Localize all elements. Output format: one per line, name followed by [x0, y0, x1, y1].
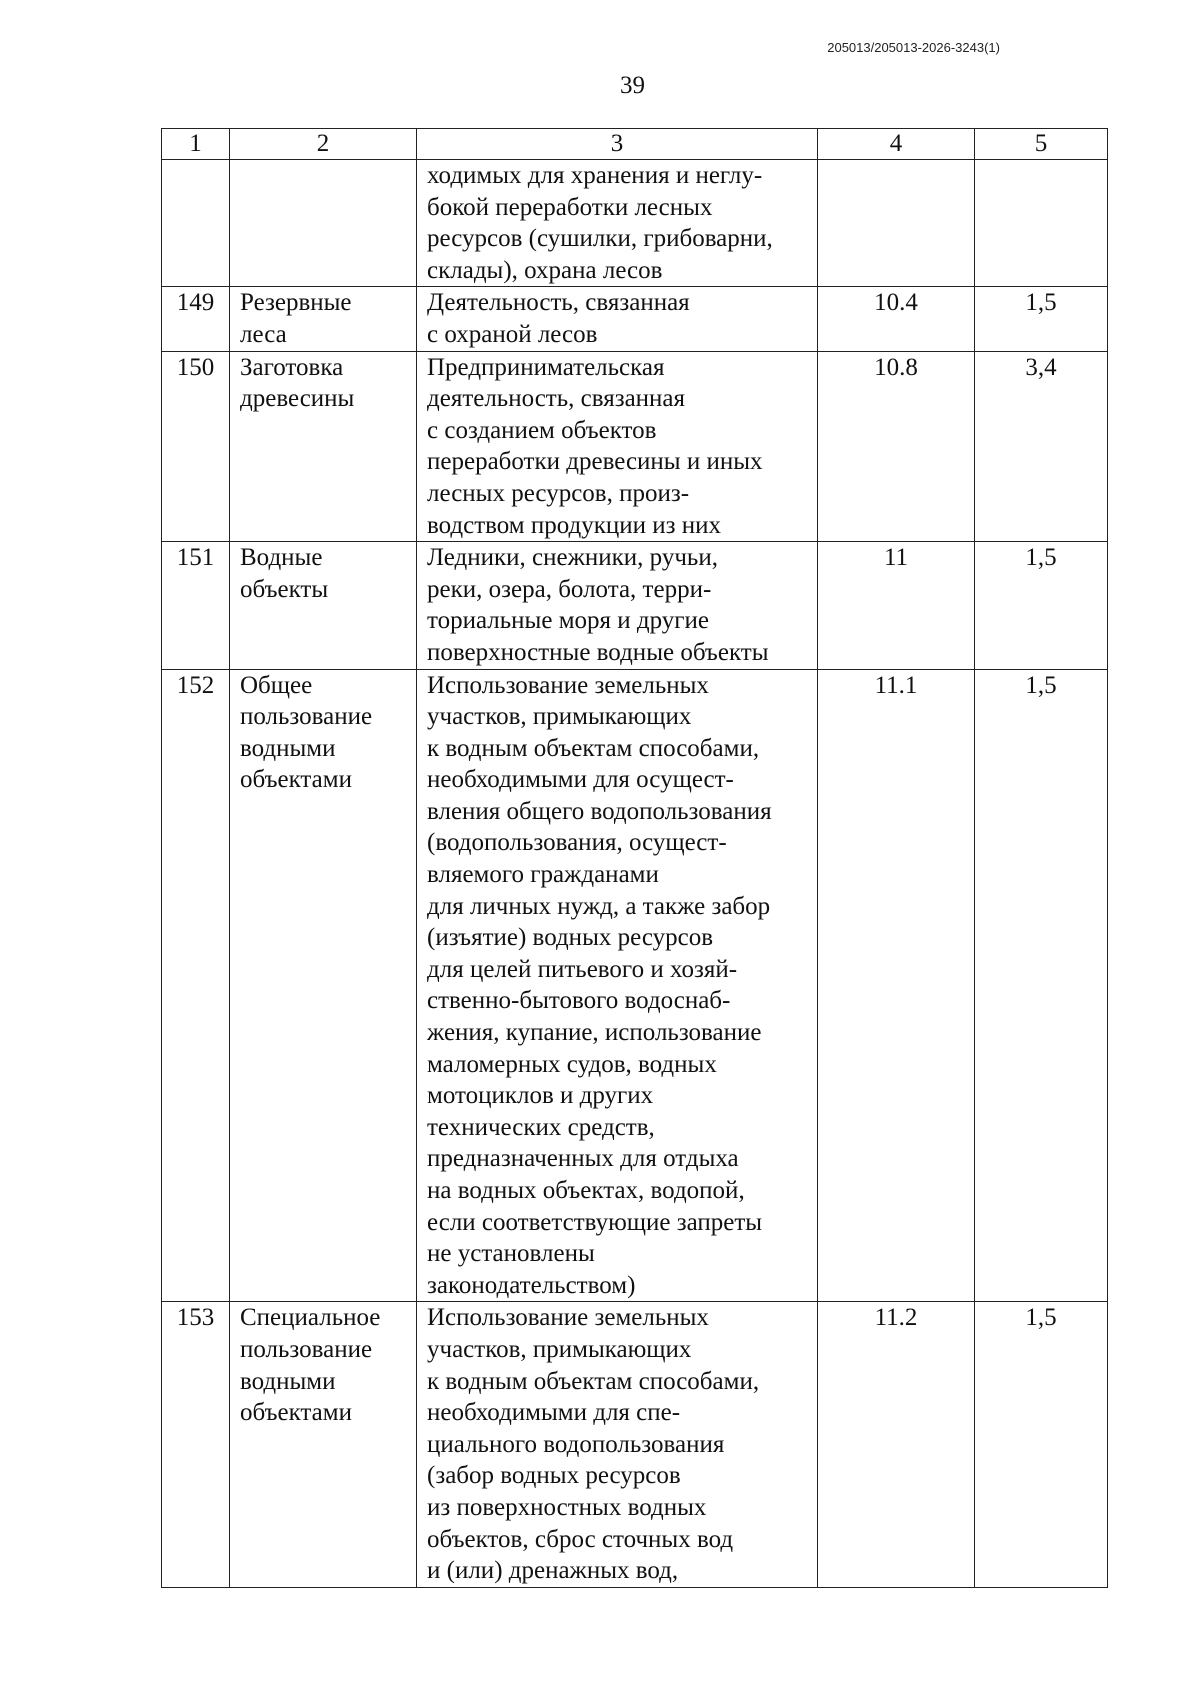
- use-description-cell-line: лесных ресурсов, произ-: [427, 479, 690, 507]
- use-description-cell-line: водством продукции из них: [427, 511, 722, 539]
- use-description-cell-line: (забор водных ресурсов: [427, 1462, 681, 1490]
- use-description-cell-line: Использование земельных: [427, 1304, 709, 1332]
- classifier-code-cell: 10.8: [818, 351, 975, 542]
- use-type-name-cell-line: Специальное: [240, 1304, 381, 1332]
- use-type-name-cell-line: древесины: [240, 385, 355, 413]
- use-description-cell-line: с охраной лесов: [427, 320, 598, 348]
- use-description-cell-line: деятельность, связанная: [427, 385, 686, 413]
- use-description-cell-line: склады), охрана лесов: [427, 256, 663, 284]
- use-description-cell-line: на водных объектах, водопой,: [427, 1177, 745, 1204]
- use-description-cell-line: и (или) дренажных вод,: [427, 1557, 679, 1585]
- use-description-cell-line: с созданием объектов: [427, 416, 657, 444]
- use-description-cell-line: реки, озера, болота, терри-: [427, 575, 712, 603]
- use-description-cell-line: необходимыми для спе-: [427, 1399, 681, 1427]
- use-description-cell-line: переработки древесины и иных: [427, 448, 763, 476]
- use-description-cell-line: если соответствующие запреты: [427, 1208, 763, 1236]
- use-description-cell-line: участков, примыкающих: [427, 1335, 692, 1363]
- use-description-cell-line: не установлены: [427, 1240, 595, 1268]
- use-description-cell-line: поверхностные водные объекты: [427, 638, 769, 666]
- use-type-name-cell-line: леса: [240, 320, 287, 348]
- use-description-cell: [417, 287, 818, 351]
- column-header: 4: [818, 129, 975, 160]
- use-description-cell-line: (водопользования, осущест-: [427, 829, 727, 857]
- use-type-name-cell-line: Общее: [240, 671, 313, 699]
- use-description-cell-line: к водным объектам способами,: [427, 1367, 760, 1395]
- coefficient-cell: 1,5: [975, 1302, 1108, 1587]
- use-description-cell-line: ственно-бытового водоснаб-: [427, 987, 731, 1015]
- table-row: [162, 542, 1108, 669]
- column-header: 2: [230, 129, 417, 160]
- coefficient-cell: 3,4: [975, 351, 1108, 542]
- use-description-cell-line: предназначенных для отдыха: [427, 1145, 739, 1173]
- use-description-cell-line: ресурсов (сушилки, грибоварни,: [427, 225, 773, 253]
- classifier-code-cell: 11: [818, 542, 975, 669]
- use-type-name-cell-line: водными: [240, 734, 336, 762]
- coefficient-cell: 1,5: [975, 669, 1108, 1302]
- use-description-cell-line: бокой переработки лесных: [427, 193, 713, 221]
- use-description-cell-line: вляемого гражданами: [427, 861, 659, 889]
- land-use-table: [161, 128, 1108, 1588]
- use-description-cell-line: ходимых для хранения и неглу-: [427, 162, 763, 189]
- page-number: 39: [620, 72, 645, 99]
- use-type-name-cell: [230, 351, 417, 542]
- use-type-name-cell-line: пользование: [240, 1335, 373, 1363]
- use-type-name-cell-line: объектами: [240, 766, 352, 794]
- use-type-name-cell-line: Водные: [240, 544, 323, 572]
- column-header: 5: [975, 129, 1108, 160]
- use-description-cell-line: жения, купание, использование: [427, 1019, 762, 1047]
- row-number-cell: 152: [162, 669, 230, 1302]
- use-description-cell: [417, 351, 818, 542]
- use-type-name-cell-line: объекты: [240, 575, 329, 603]
- use-description-cell: [417, 160, 818, 287]
- document-id: 205013/205013-2026-3243(1): [827, 40, 1000, 55]
- use-description-cell-line: Деятельность, связанная: [427, 289, 690, 317]
- use-description-cell-line: ториальные моря и другие: [427, 607, 710, 635]
- classifier-code-cell: 11.1: [818, 669, 975, 1302]
- row-number-cell: 150: [162, 351, 230, 542]
- use-description-cell-line: маломерных судов, водных: [427, 1050, 717, 1078]
- column-header: 1: [162, 129, 230, 160]
- use-type-name-cell: [230, 669, 417, 1302]
- use-description-cell: [417, 1302, 818, 1587]
- column-header: 3: [417, 129, 818, 160]
- coefficient-cell: 1,5: [975, 542, 1108, 669]
- table-header-row: [162, 129, 1108, 160]
- coefficient-cell: [975, 160, 1108, 287]
- use-description-cell-line: для личных нужд, а также забор: [427, 892, 771, 920]
- use-type-name-cell: [230, 1302, 417, 1587]
- table-row: [162, 669, 1108, 1302]
- use-description-cell: [417, 542, 818, 669]
- row-number-cell: 149: [162, 287, 230, 351]
- classifier-code-cell: [818, 160, 975, 287]
- use-description-cell-line: участков, примыкающих: [427, 703, 692, 731]
- use-description-cell-line: из поверхностных водных: [427, 1493, 707, 1521]
- row-number-cell: 151: [162, 542, 230, 669]
- use-type-name-cell-line: объектами: [240, 1399, 352, 1427]
- use-type-name-cell-line: водными: [240, 1367, 336, 1395]
- use-description-cell-line: технических средств,: [427, 1113, 655, 1141]
- use-description-cell-line: объектов, сброс сточных вод: [427, 1525, 734, 1553]
- coefficient-cell: 1,5: [975, 287, 1108, 351]
- use-description-cell: [417, 669, 818, 1302]
- use-description-cell-line: Ледники, снежники, ручьи,: [427, 544, 718, 572]
- use-type-name-cell: [230, 542, 417, 669]
- use-description-cell-line: циального водопользования: [427, 1430, 725, 1458]
- table-row: [162, 287, 1108, 351]
- use-type-name-cell-line: Резервные: [240, 289, 352, 317]
- table-row: [162, 1302, 1108, 1587]
- use-description-cell-line: вления общего водопользования: [427, 797, 772, 825]
- use-description-cell-line: (изъятие) водных ресурсов: [427, 924, 713, 952]
- use-description-cell-line: Предпринимательская: [427, 353, 665, 381]
- table-row: [162, 160, 1108, 287]
- use-type-name-cell: [230, 287, 417, 351]
- classifier-code-cell: 11.2: [818, 1302, 975, 1587]
- use-description-cell-line: мотоциклов и других: [427, 1082, 654, 1110]
- use-description-cell-line: к водным объектам способами,: [427, 734, 760, 762]
- use-description-cell-line: Использование земельных: [427, 671, 709, 699]
- table-body: [162, 160, 1108, 1588]
- table-row: [162, 351, 1108, 542]
- use-type-name-cell-line: пользование: [240, 703, 373, 731]
- use-description-cell-line: законодательством): [427, 1271, 636, 1299]
- classifier-code-cell: 10.4: [818, 287, 975, 351]
- use-description-cell-line: для целей питьевого и хозяй-: [427, 955, 738, 983]
- row-number-cell: 153: [162, 1302, 230, 1587]
- use-type-name-cell: [230, 160, 417, 287]
- row-number-cell: [162, 160, 230, 287]
- use-type-name-cell-line: Заготовка: [240, 353, 344, 381]
- use-description-cell-line: необходимыми для осущест-: [427, 766, 734, 794]
